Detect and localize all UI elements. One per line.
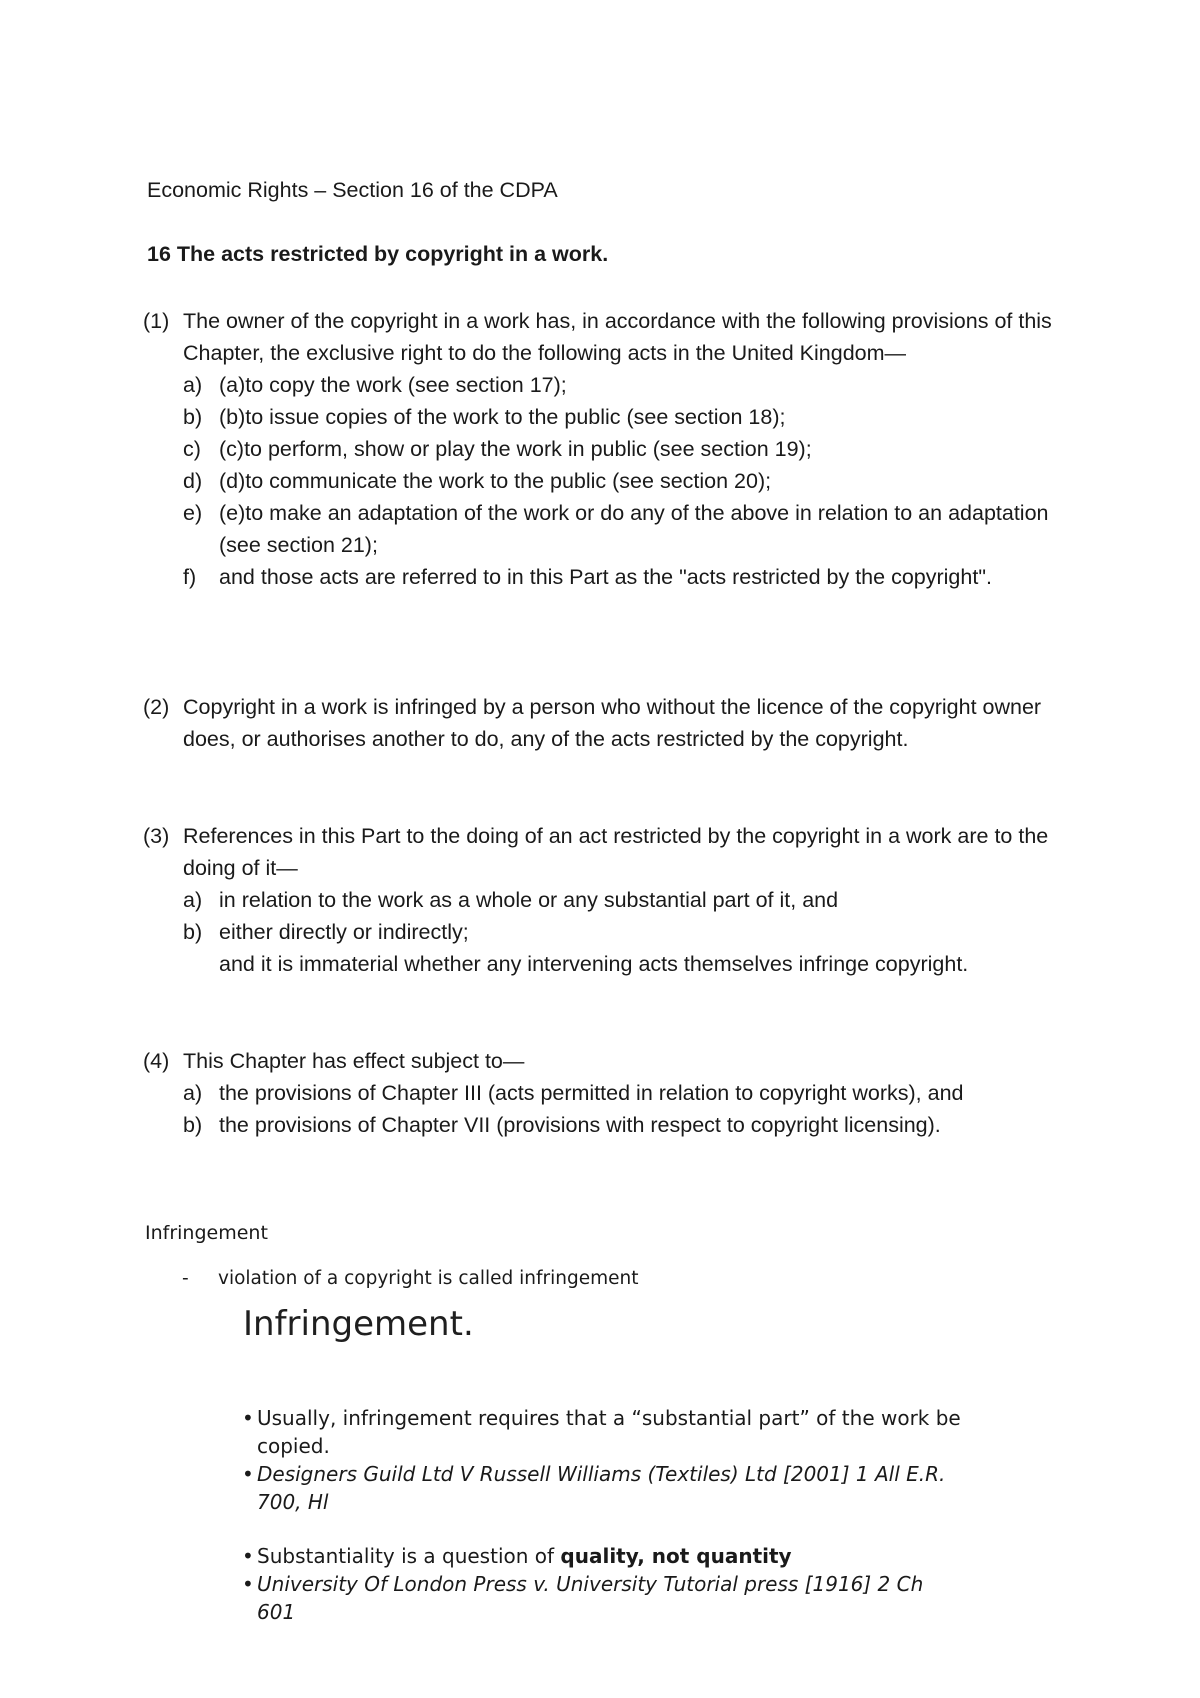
list-text: the provisions of Chapter VII (provisions with respect to copyright licensing). (219, 1113, 941, 1137)
document-title: Economic Rights – Section 16 of the CDPA (147, 178, 558, 202)
list-item (143, 433, 1063, 465)
slide-bullet-list (242, 1404, 962, 1626)
list-item (143, 1109, 1063, 1141)
slide-bullet (242, 1542, 962, 1570)
list-text: (d)to communicate the work to the public (see section 20); (219, 469, 772, 493)
list-letter: e) (183, 501, 203, 525)
bullet-text: Usually, infringement requires that a “substantial part” of the work be copied. (257, 1406, 961, 1458)
list-item (143, 401, 1063, 433)
list-text: in relation to the work as a whole or any substantial part of it, and (219, 888, 839, 912)
bullet-text: Designers Guild Ltd V Russell Williams (Textiles) Ltd [2001] 1 All E.R. 700, Hl (257, 1462, 946, 1514)
list-text: (b)to issue copies of the work to the public (see section 18); (219, 405, 786, 429)
slide-bullet (242, 1460, 962, 1516)
paragraph-4 (143, 1045, 1063, 1141)
list-item (143, 497, 1063, 561)
slide-title: Infringement. (243, 1304, 474, 1344)
paragraph-number: (1) (143, 309, 170, 333)
dash-marker: - (182, 1268, 189, 1289)
list-letter: c) (183, 437, 201, 461)
paragraph-3 (143, 820, 1063, 980)
list-letter: a) (183, 1081, 203, 1105)
paragraph-continuation: and it is immaterial whether any intervening acts themselves infringe copyright. (219, 952, 969, 976)
paragraph-2 (143, 691, 1063, 755)
bullet-marker: • (242, 1406, 254, 1430)
list-letter: b) (183, 405, 203, 429)
paragraph-1 (143, 305, 1063, 593)
list-text: either directly or indirectly; (219, 920, 469, 944)
list-item (143, 1077, 1063, 1109)
list-item (143, 369, 1063, 401)
section-heading: 16 The acts restricted by copyright in a work. (147, 242, 609, 266)
paragraph-number: (3) (143, 824, 170, 848)
paragraph-text: References in this Part to the doing of an act restricted by the copyright in a work are to the doing of it— (183, 824, 1049, 880)
embedded-slide (236, 1300, 996, 1640)
bullet-emphasis: quality, not quantity (560, 1544, 792, 1568)
list-item (143, 884, 1063, 916)
list-item (143, 465, 1063, 497)
list-text: (c)to perform, show or play the work in public (see section 19); (219, 437, 812, 461)
list-letter: a) (183, 888, 203, 912)
list-item (143, 916, 1063, 948)
slide-bullet (242, 1570, 962, 1626)
list-text: the provisions of Chapter III (acts permitted in relation to copyright works), and (219, 1081, 964, 1105)
list-letter: a) (183, 373, 203, 397)
bullet-text: Substantiality is a question of (257, 1544, 561, 1568)
slide-bullet (242, 1404, 962, 1460)
list-text: (a)to copy the work (see section 17); (219, 373, 567, 397)
bullet-marker: • (242, 1572, 254, 1596)
paragraph-text: This Chapter has effect subject to— (183, 1049, 525, 1073)
dash-item-text: violation of a copyright is called infringement (218, 1268, 639, 1289)
list-letter: b) (183, 1113, 203, 1137)
infringement-heading: Infringement (145, 1222, 268, 1244)
list-text: (e)to make an adaptation of the work or do any of the above in relation to an adaptation (see section 21); (219, 501, 1049, 557)
bullet-marker: • (242, 1462, 254, 1486)
bullet-marker: • (242, 1544, 254, 1568)
paragraph-number: (2) (143, 695, 170, 719)
list-item (143, 561, 1063, 593)
list-text: and those acts are referred to in this Part as the "acts restricted by the copyright". (219, 565, 992, 589)
list-letter: d) (183, 469, 203, 493)
paragraph-text: Copyright in a work is infringed by a person who without the licence of the copyright owner does, or authorises another to do, any of the acts restricted by the copyright. (183, 695, 1042, 751)
paragraph-text: The owner of the copyright in a work has, in accordance with the following provisions of this Chapter, the exclusive right to do the following acts in the United Kingdom— (183, 309, 1052, 365)
paragraph-number: (4) (143, 1049, 170, 1073)
bullet-text: University Of London Press v. University Tutorial press [1916] 2 Ch 601 (257, 1572, 924, 1624)
list-letter: b) (183, 920, 203, 944)
list-letter: f) (183, 565, 197, 589)
